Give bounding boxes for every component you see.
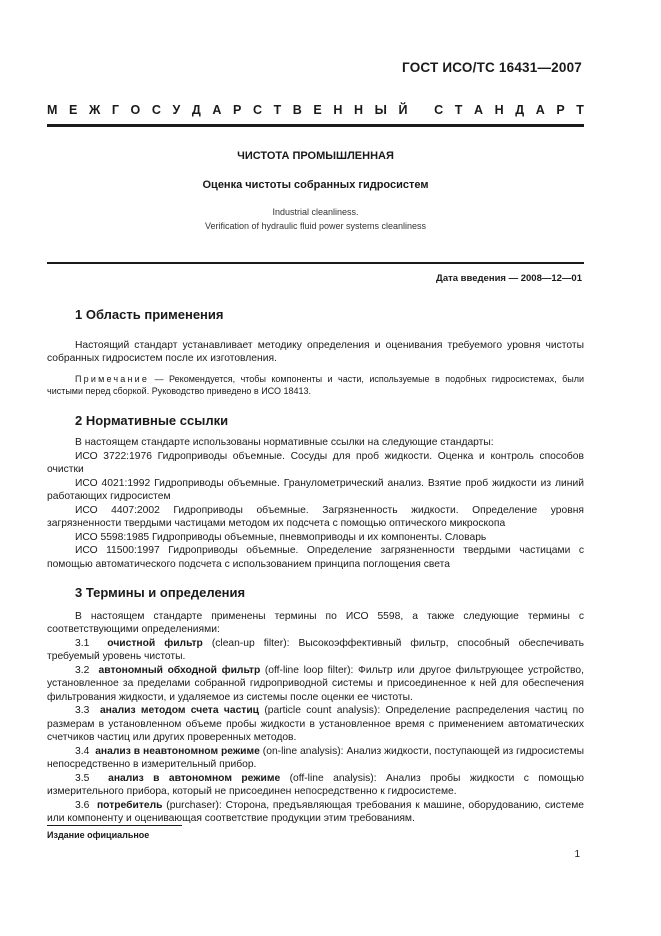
banner-letter: Р [233,103,242,117]
term-definition [47,772,584,799]
section-2-heading: 2 Нормативные ссылки [75,412,229,428]
term-english: (off-line loop filter): [260,664,354,676]
banner-letter: Г [111,103,119,117]
banner-letter: Т [576,103,584,117]
banner-letter: А [535,103,545,117]
banner-letter: Ж [88,103,101,117]
normative-reference: ИСО 5598:1985 Гидроприводы объемные, пневмоприводы и их компоненты. Словарь [75,531,487,543]
banner-letter: Р [556,103,565,117]
banner-letter: У [172,103,181,117]
section-2-intro: В настоящем стандарте использованы нормативные ссылки на следующие стандарты: [75,437,494,448]
banner-letter: В [292,103,302,117]
term-name: потребитель [96,799,163,811]
term-name: анализ методом счета частиц [99,705,260,716]
term-english: (clean-up filter): [202,637,290,649]
term-number: 3.2 [75,664,90,676]
term-text: Высокоэффективный фильтр, способный обеспечивать требуемый уровень чистоты. [47,637,584,662]
term-definition [47,799,584,826]
section-1-note [47,373,584,398]
banner-letter: А [212,103,222,117]
banner-word-gap [419,103,422,117]
page-number: 1 [574,849,580,860]
term-english: (purchaser): [162,799,222,811]
banner-letter: С [252,103,262,117]
title-rule [47,262,584,264]
section-1-heading: 1 Область применения [75,307,224,322]
normative-reference: ИСО 4407:2002 Гидроприводы объемные. Загрязненность жидкости. Определение уровня загрязненности твердыми частицами методом их подсчета с помощью оптического микроскопа [47,504,584,529]
normative-reference: ИСО 11500:1997 Гидроприводы объемные. Определение загрязненности твердыми частицами с помощью автоматического подсчета с использованием принципа поглощения света [47,545,584,570]
banner-letter: О [130,103,141,117]
english-title-line2: Verification of hydraulic fluid power systems cleanliness [204,221,427,231]
term-definition [47,637,584,664]
standard-subtitle: Оценка чистоты собранных гидросистем [202,179,429,191]
document-body [47,308,584,826]
header-rule [47,124,584,127]
term-number: 3.5 [75,772,90,784]
term-name: автономный обходной фильтр [98,664,261,676]
term-text: Фильтр или другое фильтрующее устройство, установленное за пределами собранной гидроприводной системы и присоединенное к ней для обеспечения фильтрования жидкости, и удаляемое из системы после оценки ее чистоты. [47,664,584,703]
banner-letter: Е [313,103,322,117]
banner-letter: Т [273,103,282,117]
normative-reference: ИСО 3722:1976 Гидроприводы объемные. Сосуды для проб жидкости. Оценка и контроль способов очистки [47,450,584,475]
interstate-standard-banner [47,103,584,117]
banner-letter: А [473,103,483,117]
banner-letter: М [47,103,58,117]
english-title-line1: Industrial cleanliness. [272,207,359,217]
term-definition [47,704,584,745]
banner-letter: Д [191,103,201,117]
section-3-intro: В настоящем стандарте применены термины по ИСО 5598, а также следующие термины с соответствующими определениями: [47,610,584,635]
term-name: очистной фильтр [107,637,203,649]
term-number: 3.6 [75,799,90,811]
section-1-paragraph: Настоящий стандарт устанавливает методику определения и оценивания требуемого уровня чистоты собранных гидросистем после их изготовления. [47,339,584,364]
banner-letter: Й [398,103,408,117]
footer-rule [47,825,182,826]
introduction-date: Дата введения — 2008—12—01 [436,273,582,284]
term-definition [47,664,584,705]
normative-reference: ИСО 4021:1992 Гидроприводы объемные. Гранулометрический анализ. Взятие проб жидкости из линий работающих гидросистем [47,477,584,502]
edition-label: Издание официальное [47,830,150,840]
english-title [47,205,584,233]
banner-letter: С [151,103,161,117]
banner-letter: Н [494,103,504,117]
term-english: (off-line analysis): [280,772,377,784]
banner-letter: Н [353,103,364,117]
term-number: 3.4 [75,745,90,757]
banner-letter: Д [515,103,525,117]
term-number: 3.3 [75,705,90,716]
term-text: Анализ пробы жидкости с помощью измерительного прибора, который не присоединен непосредственно к гидросистеме. [47,772,584,797]
term-name: анализ в автономном режиме [108,772,281,784]
banner-letter: Е [69,103,78,117]
banner-letter: С [434,103,444,117]
term-definition [47,745,584,772]
term-text: Анализ жидкости, поступающей из гидросистемы непосредственно в измерительный прибор. [47,745,584,770]
term-text: Определение распределения частиц по размерам в установленном объеме пробы жидкости в установленное время с применением автоматических счетчиков частиц или других проверенных методов. [47,705,584,743]
note-text: — Рекомендуется, чтобы компоненты и части, используемые в подобных гидросистемах, были чистыми перед сборкой. Руководство приведено в ИСО 18413. [47,373,584,396]
term-english: (on-line analysis): [259,745,344,757]
term-name: анализ в неавтономном режиме [95,745,260,757]
term-number: 3.1 [75,637,90,649]
section-3-heading: 3 Термины и определения [75,585,246,600]
term-english: (particle count analysis): [259,705,381,716]
banner-letter: Н [333,103,343,117]
note-label: Примечание [75,373,150,384]
banner-letter: Ы [374,103,387,117]
standard-title: ЧИСТОТА ПРОМЫШЛЕННАЯ [237,150,394,162]
term-text: Сторона, предъявляющая требования к машине, оборудованию, системе или компоненту и оценивающая соответствие продукции этим требованиям. [47,799,584,824]
document-code: ГОСТ ИСО/ТС 16431—2007 [402,60,582,75]
banner-letter: Т [454,103,463,117]
